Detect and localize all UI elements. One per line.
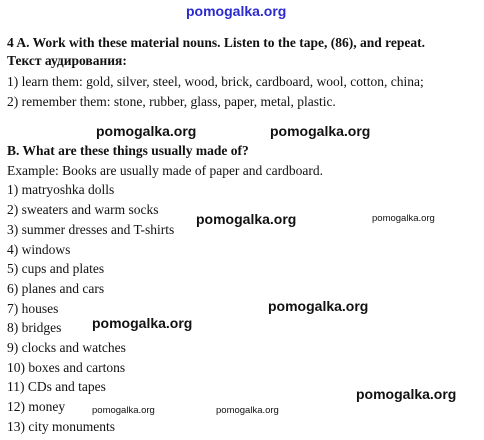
- watermark: pomogalka.org: [92, 315, 193, 331]
- exercise-a-heading: 4 A. Work with these material nouns. Listen to the tape, (86), and repeat.: [7, 35, 425, 50]
- example-line: Example: Books are usually made of paper and cardboard.: [7, 163, 324, 178]
- learn-line: 1) learn them: gold, silver, steel, wood, brick, cardboard, wool, cotton, china;: [7, 74, 424, 89]
- list-item: 8) bridges: [7, 320, 62, 335]
- remember-line: 2) remember them: stone, rubber, glass, paper, metal, plastic.: [7, 94, 336, 109]
- watermark: pomogalka.org: [372, 213, 435, 224]
- watermark: pomogalka.org: [96, 123, 197, 139]
- list-item: 1) matryoshka dolls: [7, 182, 115, 197]
- list-item: 10) boxes and cartons: [7, 360, 126, 375]
- watermark: pomogalka.org: [268, 298, 369, 314]
- list-item: 11) CDs and tapes: [7, 379, 106, 394]
- list-item: 6) planes and cars: [7, 281, 105, 296]
- list-item: 13) city monuments: [7, 419, 115, 434]
- list-item: 12) money: [7, 399, 66, 414]
- list-item: 5) cups and plates: [7, 261, 105, 276]
- list-item: 2) sweaters and warm socks: [7, 202, 159, 217]
- watermark-top: pomogalka.org: [186, 3, 287, 19]
- watermark: pomogalka.org: [196, 211, 297, 227]
- watermark: pomogalka.org: [92, 405, 155, 416]
- audio-label: Текст аудирования:: [7, 53, 127, 68]
- list-item: 9) clocks and watches: [7, 340, 126, 355]
- watermark: pomogalka.org: [216, 405, 279, 416]
- list-item: 3) summer dresses and T-shirts: [7, 222, 175, 237]
- list-item: 4) windows: [7, 242, 71, 257]
- watermark: pomogalka.org: [356, 386, 457, 402]
- list-item: 7) houses: [7, 301, 59, 316]
- exercise-b-heading: B. What are these things usually made of?: [7, 143, 249, 158]
- watermark: pomogalka.org: [270, 123, 371, 139]
